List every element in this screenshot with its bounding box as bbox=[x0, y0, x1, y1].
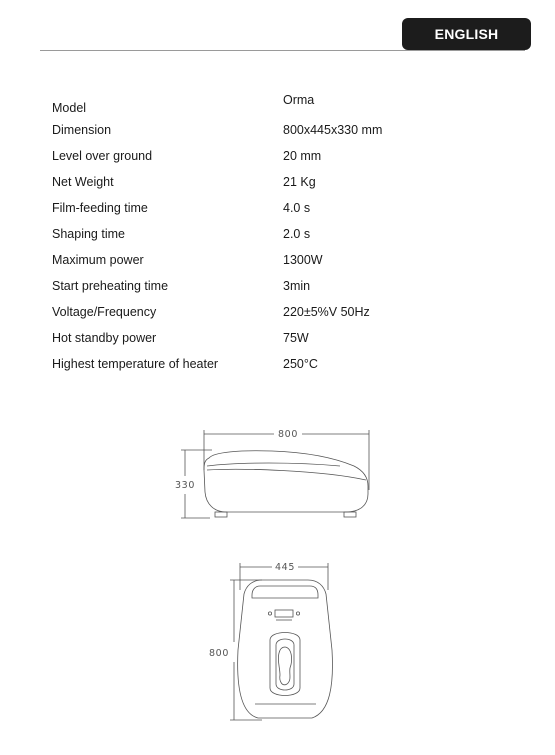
spec-value: 1300W bbox=[283, 253, 323, 267]
side-body-outline bbox=[204, 451, 368, 512]
spec-value: 220±5%V 50Hz bbox=[283, 305, 370, 319]
spec-value: 800x445x330 mm bbox=[283, 123, 383, 137]
spec-label: Net Weight bbox=[52, 175, 114, 189]
spec-label: Highest temperature of heater bbox=[52, 357, 219, 371]
side-height-label: 330 bbox=[175, 480, 195, 491]
shoe-cavity-outer bbox=[270, 633, 300, 696]
side-rear-foot bbox=[344, 512, 356, 517]
side-view-drawing bbox=[181, 430, 369, 518]
top-lid-panel bbox=[252, 586, 318, 598]
top-width-label: 445 bbox=[275, 562, 295, 573]
spec-label: Maximum power bbox=[52, 253, 144, 267]
side-lid-edge bbox=[207, 463, 340, 466]
side-front-foot bbox=[215, 512, 227, 517]
top-body-outline bbox=[238, 580, 333, 718]
spec-label: Voltage/Frequency bbox=[52, 305, 157, 319]
control-display bbox=[275, 610, 293, 617]
spec-label: Hot standby power bbox=[52, 331, 157, 345]
spec-value: 3min bbox=[283, 279, 311, 293]
spec-label: Start preheating time bbox=[52, 279, 169, 293]
side-lid-seam bbox=[207, 469, 366, 480]
control-button-left bbox=[268, 612, 271, 615]
spec-value: 4.0 s bbox=[283, 201, 311, 215]
spec-label: Level over ground bbox=[52, 149, 153, 163]
language-tab[interactable]: ENGLISH bbox=[402, 18, 531, 50]
spec-label: Model bbox=[52, 101, 87, 115]
spec-value: 21 Kg bbox=[283, 175, 316, 189]
control-button-right bbox=[296, 612, 299, 615]
side-length-label: 800 bbox=[278, 429, 298, 440]
spec-value: 250°C bbox=[283, 357, 318, 371]
top-length-label: 800 bbox=[209, 648, 229, 659]
spec-value: 2.0 s bbox=[283, 227, 311, 241]
spec-value: Orma bbox=[283, 93, 315, 107]
spec-value: 20 mm bbox=[283, 149, 322, 163]
footprint-icon bbox=[278, 647, 291, 685]
spec-label: Dimension bbox=[52, 123, 112, 137]
spec-label: Film-feeding time bbox=[52, 201, 148, 215]
top-view-drawing bbox=[230, 563, 332, 720]
spec-value: 75W bbox=[283, 331, 309, 345]
spec-label: Shaping time bbox=[52, 227, 125, 241]
